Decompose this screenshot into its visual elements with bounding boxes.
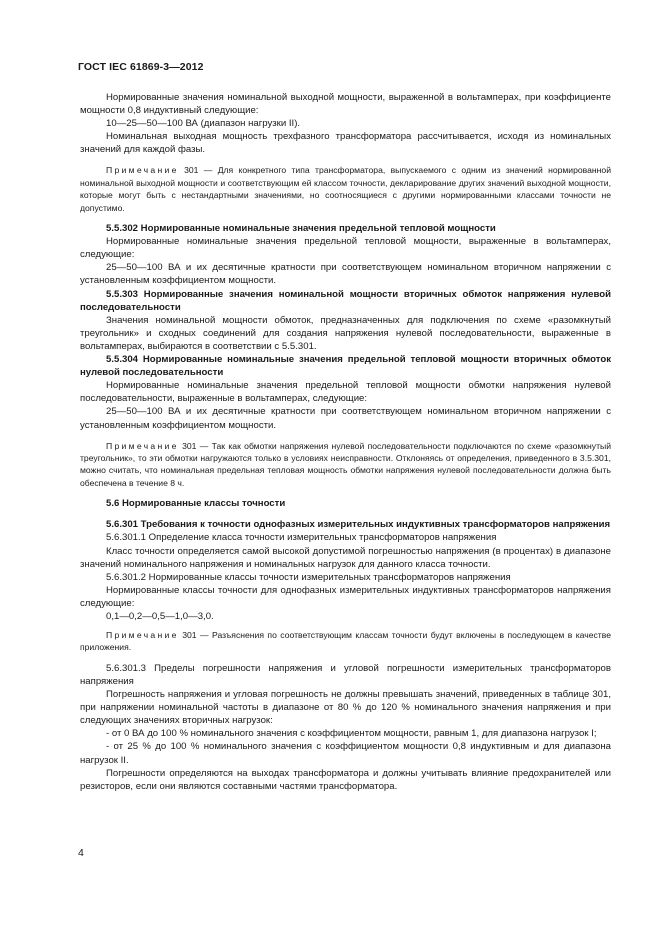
- paragraph: 25—50—100 ВА и их десятичные кратности при соответствующем номинальном вторичном напряжении с установленным коэффициентом мощности.: [80, 406, 611, 431]
- paragraph: 5.6.301.3 Пределы погрешности напряжения и угловой погрешности измерительных трансформаторов напряжения: [80, 662, 611, 687]
- paragraph: Нормированные номинальные значения предельной тепловой мощности обмотки напряжения нулевой последовательности, выраженные в вольтамперах, следующие:: [80, 380, 611, 405]
- note: [80, 629, 611, 654]
- paragraph: Погрешности определяются на выходах трансформатора и должны учитывать влияние предохранителей или резисторов, если они являются составными частями трансформатора.: [80, 767, 611, 792]
- paragraph: - от 0 ВА до 100 % номинального значения с коэффициентом мощности, равным 1, для диапазона нагрузок I;: [106, 728, 597, 740]
- section-heading: 5.5.302 Нормированные номинальные значения предельной тепловой мощности: [106, 223, 496, 235]
- paragraph: 10—25—50—100 ВА (диапазон нагрузки II).: [106, 118, 301, 130]
- paragraph: 5.6.301.1 Определение класса точности измерительных трансформаторов напряжения: [106, 532, 497, 544]
- page-body: [80, 91, 611, 793]
- paragraph: 5.6.301.2 Нормированные классы точности измерительных трансформаторов напряжения: [106, 571, 511, 583]
- paragraph: 0,1—0,2—0,5—1,0—3,0.: [106, 610, 214, 622]
- paragraph: Номинальная выходная мощность трехфазного трансформатора рассчитывается, исходя из номинальных значений для каждой фазы.: [80, 131, 611, 156]
- note-text: 301 — Так как обмотки напряжения нулевой последовательности подключаются по схеме «разомкнутый треугольник», то эти обмотки нагружаются только в условиях неисправности. Отклоняясь от определения, приведенного в 3.5.301, можно считать, что номинальная предельная тепловая мощность обмотки напряжения нулевой последовательности должна быть обеспечена в течение 8 ч.: [80, 440, 611, 488]
- paragraph: Погрешность напряжения и угловая погрешность не должны превышать значений, приведенных в таблице 301, при напряжении номинальной частоты в диапазоне от 80 % до 120 % номинального значения напряжения и при следующих значениях вторичных нагрузок:: [80, 689, 611, 727]
- document-header: ГОСТ IEC 61869-3—2012: [78, 61, 204, 73]
- section-heading: 5.6.301 Требования к точности однофазных измерительных индуктивных трансформаторов напряжения: [106, 519, 611, 531]
- paragraph: Нормированные номинальные значения предельной тепловой мощности, выраженные в вольтамперах, следующие:: [80, 236, 611, 261]
- page-number: 4: [78, 847, 84, 859]
- note: [80, 440, 611, 490]
- paragraph: Значения номинальной мощности обмоток, предназначенных для подключения по схеме «разомкнутый треугольник» и сходных соединений для создания напряжения нулевой последовательности, выраженные в вольтамперах, выбираются в соответствии с 5.5.301.: [80, 314, 611, 352]
- note-label: Примечание: [106, 440, 179, 451]
- paragraph: Нормированные значения номинальной выходной мощности, выраженной в вольтамперах, при коэффициенте мощности 0,8 индуктивный следующие:: [80, 92, 611, 117]
- note-label: Примечание: [106, 630, 179, 641]
- paragraph: Нормированные классы точности для однофазных измерительных индуктивных трансформаторов напряжения следующие:: [80, 584, 611, 609]
- section-heading: 5.5.303 Нормированные значения номинальной мощности вторичных обмоток напряжения нулевой последовательности: [80, 288, 611, 313]
- section-heading: 5.5.304 Нормированные номинальные значения предельной тепловой мощности вторичных обмоток нулевой последовательности: [80, 354, 611, 379]
- paragraph: 25—50—100 ВА и их десятичные кратности при соответствующем номинальном вторичном напряжении с установленным коэффициентом мощности.: [80, 262, 611, 287]
- paragraph: Класс точности определяется самой высокой допустимой погрешностью напряжения (в процентах) в диапазоне значений номинального напряжения и номинальных нагрузок для данного класса точности.: [80, 545, 611, 570]
- note-label: Примечание: [106, 165, 179, 176]
- note-text: 301 — Для конкретного типа трансформатора, выпускаемого с одним из значений нормированной номинальной выходной мощности и соответствующим ей классом точности, декларирование других значений выходной мощности, которые могут быть с нестандартными значениями, но соотносящиеся с другими нормированными классами точности не допустимо.: [80, 165, 611, 213]
- note-text: 301 — Разъяснения по соответствующим классам точности будут включены в последующем в качестве приложения.: [80, 630, 611, 653]
- note: [80, 164, 611, 214]
- paragraph: - от 25 % до 100 % номинального значения с коэффициентом мощности 0,8 индуктивным и для диапазона нагрузок II.: [80, 741, 611, 766]
- section-heading: 5.6 Нормированные классы точности: [106, 498, 286, 510]
